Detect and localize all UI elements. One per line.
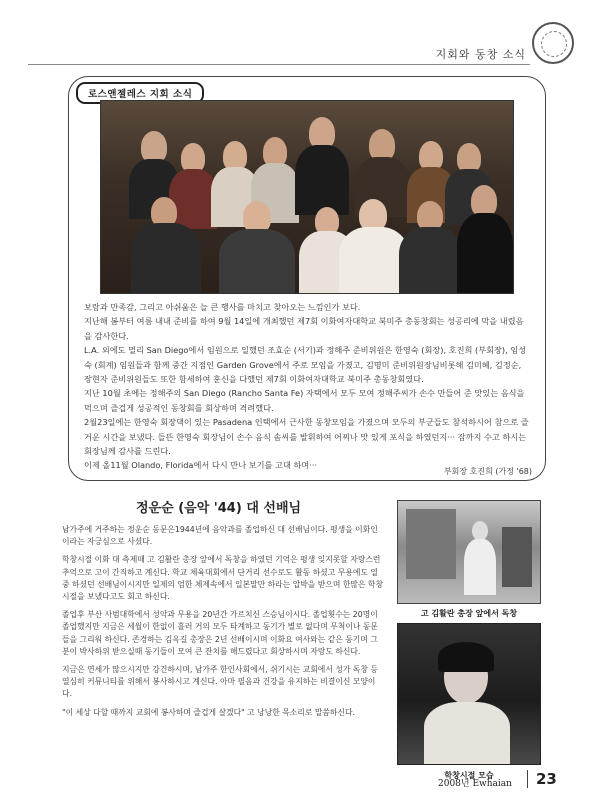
author-signature: 부회장 호진희 (가정 '68)	[443, 467, 532, 476]
paragraph: 지금은 연세가 많으시지만 강건하시며, 남가주 한인사회에서, 쉬기시는 교회에서 성가 독창 등 열심히 커뮤니티를 위해서 봉사하시고 계신다. 아마 필음과 건강을 유지하는 비결이신 모양이다.	[62, 665, 378, 699]
section-title: 지회와 동창 소식	[435, 48, 526, 61]
concert-photo	[397, 500, 541, 604]
group-photo	[100, 100, 514, 294]
feature-text	[62, 524, 384, 725]
paragraph: 남가주에 거주하는 정운순 동문은1944년에 음악과를 졸업하신 대 선배님이다. 평생을 이화인이라는 자긍심으로 사셨다.	[62, 525, 378, 547]
portrait-photo	[397, 623, 541, 765]
paragraph: 2월23일에는 한영숙 회장댁이 있는 Pasadena 인택에서 근사한 동창모임을 가졌으며 모두의 부군들도 참석하시어 참으로 즐거운 시간을 보냈다. 들뜬 한영숙 회장님이 손수 음식 솜씨를 발휘하여 어찌나 맛 있게 포식을 하였던지··· 잠까지 수고 하시는 회장님께 감사를 드린다.	[84, 417, 529, 457]
paragraph: 지난 10월 초에는 정해주의 San Diego (Rancho Santa Fe) 자택에서 모두 모여 정해주씨가 손수 만들어 준 맛있는 음식을 먹으며 즐겁게 성공적인 동창회를 회상하며 격려했다.	[84, 388, 525, 413]
issue-label: 2008년 Ewhaian	[438, 779, 512, 789]
paragraph: 보람과 만족감, 그리고 아쉬움은 늘 큰 행사를 마치고 찾아오는 느낌인가 보다.	[84, 302, 361, 312]
feature-title: 정운순 (음악 '44) 대 선배님	[136, 501, 302, 516]
paragraph: 졸업후 부산 사범대학에서 성악과 무용을 20년간 가르치신 스승님이시다. 졸업횟수는 20명이 졸업했지만 지금은 세월이 한없이 흘러 거의 모두 타계하고 동기가 별로 없다며 무척이나 동문들을 그리워 하신다. 존경하는 김옥길 총장은 2년 선배이시며 이화요 여사와는 같은 동기며 그분이 박사하위 받으실때 동기들이 모여 큰 잔치를 해드렸다고 회상하시며 자랑도 하신다.	[62, 610, 378, 656]
header-divider	[28, 64, 530, 65]
ewha-emblem-icon	[532, 22, 574, 64]
photo-caption: 고 김활란 총장 앞에서 독창	[420, 609, 518, 618]
paragraph: 학창시절 이화 대 측제때 고 김활란 총장 앞에서 독창을 하였던 기억은 평생 잊지못할 자랑스런 추억으로 고이 간직하고 계신다. 학교 체육대회에서 단거리 선수로도 활동 하셨고 무용에도 열중 하셨던 선배님이시지만 일제의 엄한 체제속에서 일본말만 하라는 압박을 받으며 한많은 학창시절을 보냈다고도 회고 하신다.	[62, 555, 383, 602]
paragraph: "이 세상 다할 때까지 교회에 봉사하며 즐겁게 살겠다" 고 낭낭한 목소리로 말씀하신다.	[62, 707, 355, 717]
paragraph: 지난해 봄부터 여름 내내 준비를 하여 9월 14일에 개최했던 제7회 이화여자대학교 북미주 총동창회는 성공리에 막을 내렸음을 감사한다.	[84, 316, 524, 341]
chapter-news-text	[84, 300, 530, 473]
chapter-tag: 로스앤젤레스 지회 소식	[76, 82, 204, 104]
paragraph: L.A. 외에도 멀리 San Diego에서 임원으로 일했던 조효순 (서기)과 정해주 준비위원은 한영숙 (회장), 호진희 (부회장), 임성숙 (회계) 임원들과 함께 중간 지점인 Garden Grove에서 주로 모임을 가졌고, 김명미 준비위원장님비롯해 김미혜, 김정순, 장현자 준비위원들도 또한 함세하여 훈신을 다했던 제7회 이화여자대학교 북미주 총동창회였다.	[84, 345, 527, 385]
photo-caption: 학창시절 모습	[444, 771, 494, 780]
page-number: 23	[536, 770, 557, 788]
paragraph: 이제 올11월 Olando, Florida에서 다시 만나 보기를 고대 하며···	[84, 460, 318, 471]
footer-divider	[527, 770, 528, 788]
